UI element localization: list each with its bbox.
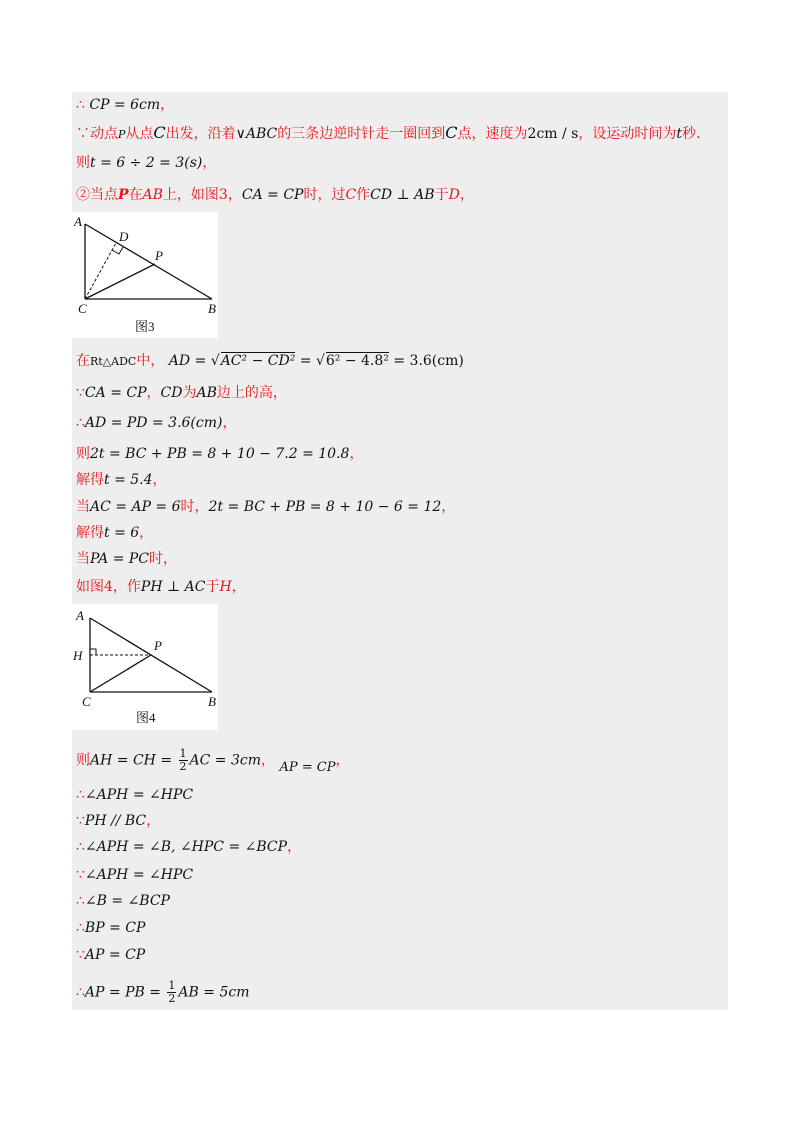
line-2 <box>76 124 700 144</box>
punctuation: ， <box>152 472 167 488</box>
text: 为 <box>182 385 197 401</box>
math-expression: PH // BC <box>84 813 147 829</box>
math-expression: BP = CP <box>84 920 146 936</box>
figure-caption: 图3 <box>135 319 155 334</box>
text: 点，速度为 <box>457 126 528 142</box>
right-angle-mark <box>112 247 123 254</box>
because-symbol: ∵ <box>76 867 85 883</box>
punctuation: ， <box>231 579 246 595</box>
text: 在 <box>76 353 90 369</box>
text: 解得 <box>76 472 104 488</box>
figure-4-diagram <box>72 604 218 730</box>
line-8 <box>76 445 363 463</box>
line-11 <box>76 524 153 542</box>
math-expression: t = 5.4 <box>104 472 153 488</box>
math-expression: CA = CP <box>84 385 147 401</box>
line-20 <box>76 919 145 937</box>
line-12 <box>76 550 177 568</box>
therefore-symbol: ∴ <box>76 920 85 936</box>
math-expression: = <box>295 353 316 369</box>
text: 在 <box>128 187 143 203</box>
label-d: D <box>119 229 129 244</box>
math-expression: AH = CH = <box>90 752 177 769</box>
because-symbol: ∵ <box>76 813 85 829</box>
math-expression: ∠B = ∠BCP <box>84 893 170 909</box>
text: 作 <box>356 187 371 203</box>
line-13 <box>76 578 246 596</box>
label-p: P <box>155 248 163 263</box>
fraction-half: $\frac{1}{2}$ <box>179 747 187 773</box>
label-h: H <box>73 648 83 663</box>
line-16 <box>76 812 160 830</box>
text: 上，如图3， <box>162 187 242 203</box>
line-4 <box>76 186 474 204</box>
figure-4 <box>72 604 218 730</box>
text: 的三条边逆时针走一圈回到 <box>277 126 446 142</box>
text: ②当点 <box>76 187 118 203</box>
line-6 <box>76 384 287 402</box>
text: 秒. <box>682 126 701 142</box>
text: 时， <box>149 551 178 567</box>
math-sqrt: AC² − CD² <box>220 353 296 369</box>
punctuation: ， <box>335 752 350 769</box>
math-expression: CD ⊥ AB <box>370 187 435 203</box>
segment-ab <box>85 224 212 299</box>
punctuation: ， <box>459 187 474 203</box>
because-symbol: ∵ <box>76 947 85 963</box>
line-15 <box>76 786 193 804</box>
math-expression: ∠APH = ∠HPC <box>84 867 194 883</box>
label-p: P <box>154 638 162 653</box>
math-expression: PA = PC <box>90 551 150 567</box>
therefore-symbol: ∴ <box>76 893 85 909</box>
math-expression: = 3.6(cm) <box>388 353 464 369</box>
math-var: C <box>153 123 166 142</box>
segment-cp <box>90 655 151 692</box>
line-19 <box>76 892 170 910</box>
point-label: C <box>345 187 357 203</box>
punctuation: ， <box>146 385 161 401</box>
point-label: P <box>118 187 129 203</box>
label-b: B <box>208 694 216 709</box>
math-expression: AC = 3cm <box>189 752 261 769</box>
math-expression: AD = PD = 3.6(cm) <box>84 415 223 431</box>
math-speed: 2cm / s <box>527 126 579 142</box>
math-triangle: ∨ABC <box>235 126 278 142</box>
text: 则 <box>76 446 90 462</box>
punctuation: ， <box>202 155 217 171</box>
fraction-half: $\frac{1}{2}$ <box>168 979 176 1005</box>
punctuation: ， <box>441 499 456 515</box>
because-symbol: ∵ <box>76 385 85 401</box>
text: 时，过 <box>303 187 346 203</box>
line-22 <box>76 980 249 1005</box>
line-21 <box>76 946 145 964</box>
math-triangle: Rt△ADC <box>90 355 137 368</box>
math-var: AB <box>196 385 217 401</box>
punctuation: ， <box>139 525 154 541</box>
segment-cp <box>85 264 155 299</box>
punctuation: ， <box>160 97 175 113</box>
text: 边上的高， <box>216 385 287 401</box>
therefore-symbol: ∴ <box>76 415 85 431</box>
punctuation: ， <box>261 752 275 769</box>
line-18 <box>76 866 193 884</box>
figure-3 <box>72 212 218 338</box>
text: 则 <box>76 752 90 769</box>
math-expression: AP = CP <box>279 759 336 775</box>
math-expression: t = 6 <box>104 525 140 541</box>
label-a: A <box>76 608 84 623</box>
text: 从点 <box>125 126 154 142</box>
text: 动点 <box>90 126 118 142</box>
punctuation: ， <box>287 839 302 855</box>
text: 中， <box>136 353 165 369</box>
math-expression: CA = CP <box>241 187 304 203</box>
figure-3-diagram <box>72 212 218 338</box>
punctuation: ， <box>146 813 161 829</box>
math-expression: AP = PB = <box>84 984 166 1001</box>
label-c: C <box>78 301 87 316</box>
line-1 <box>76 96 174 114</box>
math-expression: AP = CP <box>84 947 146 963</box>
label-c: C <box>82 694 91 709</box>
math-expression: 2t = BC + PB = 8 + 10 − 7.2 = 10.8 <box>90 446 350 462</box>
text: 出发，沿着 <box>165 126 236 142</box>
math-expression: AB = 5cm <box>178 984 250 1001</box>
math-expression: CP = 6cm <box>89 97 161 113</box>
text: 当 <box>76 551 90 567</box>
punctuation: ， <box>222 415 237 431</box>
math-var: CD <box>160 385 183 401</box>
therefore-symbol: ∴ <box>76 97 85 113</box>
line-17 <box>76 838 301 856</box>
point-label: H <box>219 579 232 595</box>
point-label: D <box>448 187 460 203</box>
math-var: t <box>676 126 682 142</box>
math-expression: t = 6 ÷ 2 = 3(s) <box>90 155 203 171</box>
text: 则 <box>76 155 90 171</box>
therefore-symbol: ∴ <box>76 984 85 1001</box>
punctuation: ， <box>349 446 364 462</box>
math-expression: AC = AP = 6 <box>90 499 181 515</box>
text: 时， <box>180 499 209 515</box>
math-expression: AD = <box>168 353 211 369</box>
text: 于 <box>434 187 449 203</box>
math-expression: PH ⊥ AC <box>140 579 206 595</box>
text: 解得 <box>76 525 104 541</box>
therefore-symbol: ∴ <box>76 787 85 803</box>
math-expression: ∠APH = ∠B, ∠HPC = ∠BCP <box>84 839 288 855</box>
math-expression: ∠APH = ∠HPC <box>84 787 194 803</box>
label-a: A <box>74 214 82 229</box>
line-10 <box>76 498 455 516</box>
segment-label: AB <box>142 187 163 203</box>
line-9 <box>76 471 167 489</box>
because-symbol: ∵ <box>76 126 90 142</box>
math-var: C <box>445 123 458 142</box>
math-var: P <box>118 128 126 141</box>
math-sqrt: 6² − 4.8² <box>325 353 389 369</box>
math-expression: 2t = BC + PB = 8 + 10 − 6 = 12 <box>208 499 442 515</box>
text: 当 <box>76 499 90 515</box>
text: ，设运动时间为 <box>578 126 677 142</box>
therefore-symbol: ∴ <box>76 839 85 855</box>
text: 于 <box>205 579 220 595</box>
line-5: 在Rt△ADC中， AD = √AC² − CD² = √6² − 4.8² = 3.6(cm) <box>76 353 464 369</box>
right-angle-mark <box>90 649 96 655</box>
label-b: B <box>208 301 216 316</box>
text: 如图4，作 <box>76 579 141 595</box>
line-3 <box>76 154 216 172</box>
line-14 <box>76 748 349 773</box>
line-7 <box>76 414 236 432</box>
figure-caption: 图4 <box>136 710 156 725</box>
